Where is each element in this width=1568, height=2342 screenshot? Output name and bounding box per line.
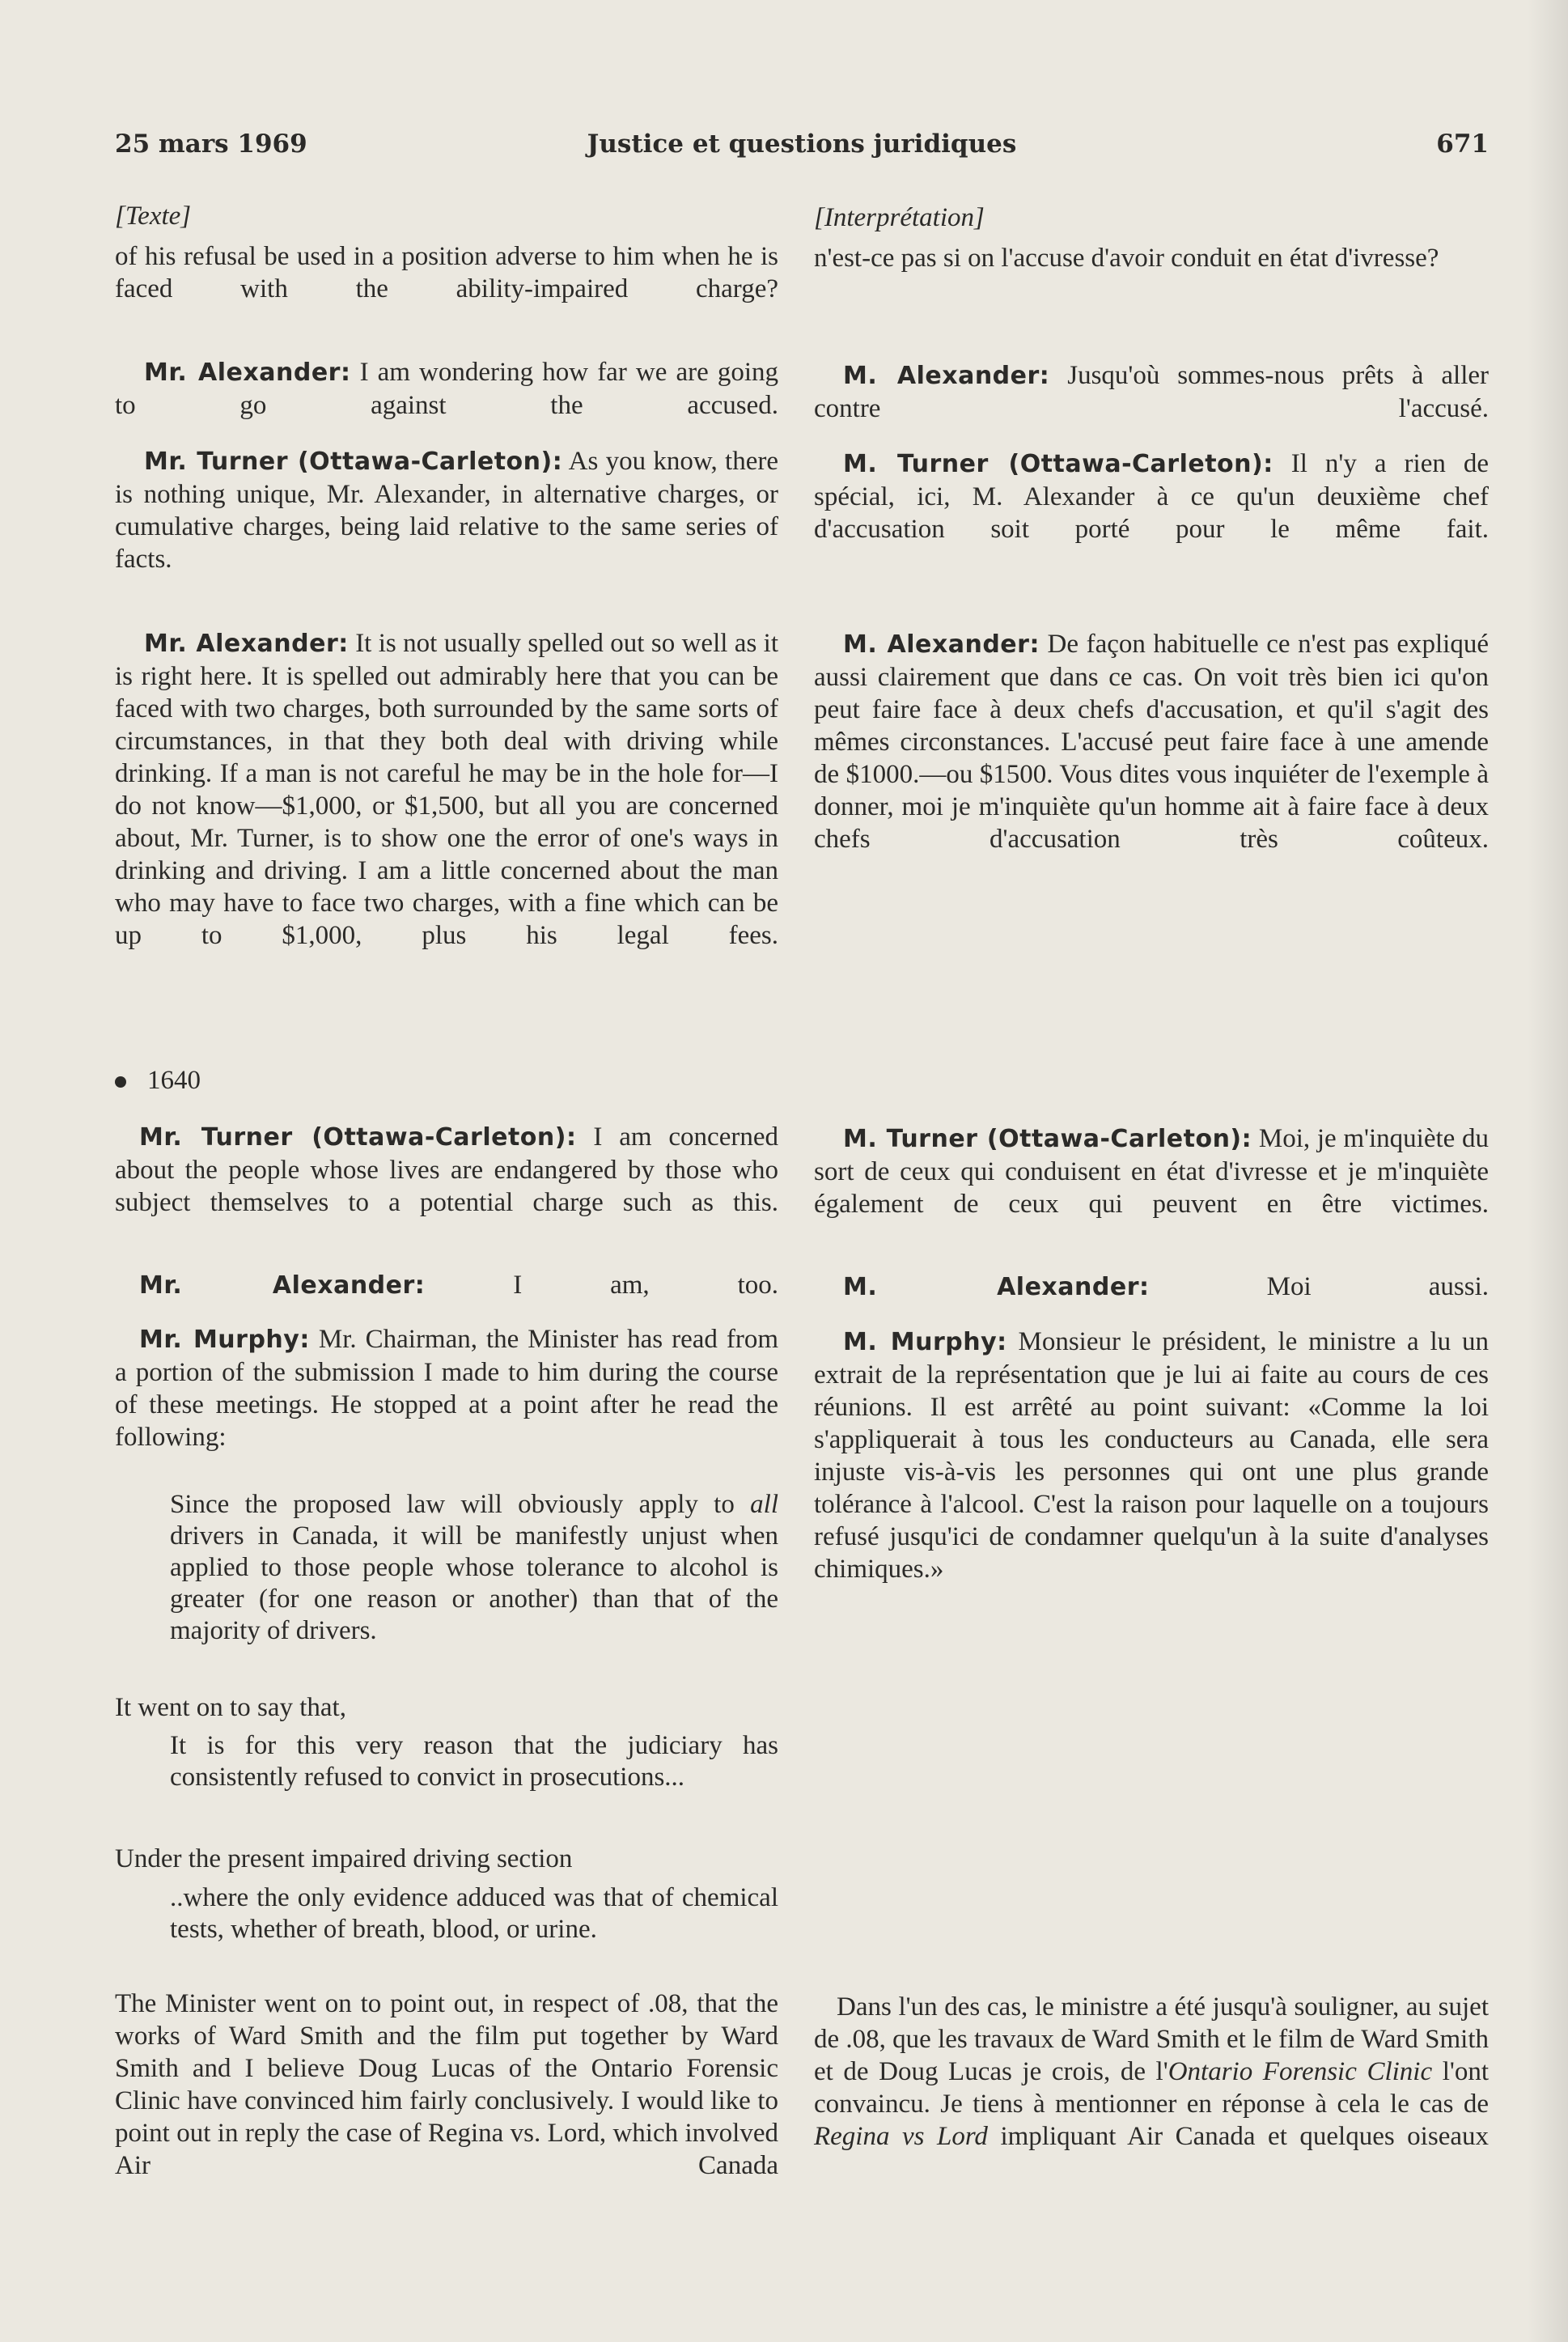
italic-name: Ontario Forensic Clinic — [1168, 2057, 1433, 2086]
speech-text: Jusqu'où sommes-nous prêts à aller contre l'accusé. — [814, 361, 1490, 423]
speech-text: De façon habituelle ce n'est pas expliqué aussi clairement que dans ce cas. On voit très bien ici qu'on peut faire face à deux chefs d'accusation, et qu'il s'agit des mêmes circonstances. L'accusé peut faire face à une amende de $1000.—ou $1500. Vous dites vous inquiéter de l'exemple à donner, moi je m'inquiète qu'un homme ait à faire face à deux chefs d'accusation très coûteux. — [814, 630, 1489, 854]
bullet-icon — [115, 1076, 126, 1088]
speech-text: Moi aussi. — [1266, 1272, 1489, 1301]
right-section-label: [Interprétation] — [814, 203, 985, 232]
header-date: 25 mars 1969 — [115, 129, 307, 159]
right-paragraph-6 — [814, 1271, 1489, 1304]
left-section-label: [Texte] — [115, 202, 192, 231]
speaker-name: M. Alexander: — [843, 362, 1050, 390]
page-header — [115, 129, 1489, 168]
speaker-name: Mr. Turner (Ottawa-Carleton): — [139, 1123, 577, 1152]
time-marker — [115, 1064, 201, 1097]
speaker-name: Mr. Alexander: — [144, 359, 351, 387]
page-edge-shadow — [1528, 0, 1568, 2342]
speaker-name: M. Alexander: — [843, 630, 1040, 659]
left-paragraph-10: The Minister went on to point out, in respect of .08, that the works of Ward Smith and the film put together by Ward Smith and I believe Doug Lucas of the Ontario Forensic Clinic have convinced him fairly conclusively. I would like to point out in reply the case of Regina vs. Lord, which involved Air Canada — [115, 1989, 778, 2180]
speech-text: Il n'y a rien de spécial, ici, M. Alexander à ce qu'un deuxième chef d'accusation soit porté pour le même fait. — [814, 449, 1489, 544]
quote-text: drivers in Canada, it will be manifestly unjust when applied to those people whose tolerance to alcohol is greater (for one reason or another) than that of the majority of drivers. — [170, 1521, 778, 1645]
quote-emphasis: all — [750, 1490, 778, 1519]
right-paragraph-3 — [814, 448, 1489, 545]
speech-text: Moi, je m'inquiète du sort de ceux qui conduisent en état d'ivresse et je m'inquiète également de ceux qui peuvent en être victimes. — [814, 1124, 1489, 1219]
speech-text: I am concerned about the people whose lives are endangered by those who subject themselves to a potential charge such as this. — [115, 1122, 778, 1217]
right-paragraph-8 — [814, 1991, 1489, 2153]
quote-text: Since the proposed law will obviously apply to — [170, 1490, 751, 1519]
header-title: Justice et questions juridiques — [587, 129, 1017, 159]
paragraph-text: Dans l'un des cas, le ministre a été jusqu'à souligner, au sujet de .08, que les travaux de Ward Smith et le film de Ward Smith et de Doug Lucas je crois, de l' — [814, 1992, 1489, 2086]
left-paragraph-8: It went on to say that, — [115, 1693, 346, 1722]
speech-text: It is not usually spelled out so well as it is right here. It is spelled out admirably here that you can be faced with two charges, both surrounded by the same sorts of circumstances, in that they both deal with driving while drinking. If a man is not careful he may be in the hole for—I do not know—$1,000, or $1,500, but all you are concerned about, Mr. Turner, is to show one the error of one's ways in drinking and driving. I am a little concerned about the man who may have to face two charges, with a fine which can be up to $1,000, plus his legal fees. — [115, 629, 779, 950]
right-paragraph-5 — [814, 1122, 1489, 1220]
speaker-name: M. Alexander: — [843, 1273, 1150, 1301]
left-paragraph-2 — [115, 356, 778, 422]
paragraph-text: impliquant Air Canada et quelques oiseaux — [987, 2122, 1489, 2151]
left-paragraph-9: Under the present impaired driving section — [115, 1844, 573, 1873]
left-p1-text: of his refusal be used in a position adverse to him when he is faced with the ability-impaired charge? — [115, 242, 778, 303]
speaker-name: M. Turner (Ottawa-Carleton): — [843, 450, 1273, 478]
left-paragraph-3 — [115, 445, 778, 575]
right-paragraph-2 — [814, 359, 1489, 425]
speech-text: Mr. Chairman, the Minister has read from a portion of the submission I made to him during the course of these meetings. He stopped at a point after he read the following: — [115, 1325, 779, 1452]
left-quote-2: It is for this very reason that the judiciary has consistently refused to convict in prosecutions... — [170, 1731, 778, 1792]
right-paragraph-7 — [814, 1326, 1489, 1585]
speaker-name: Mr. Alexander: — [139, 1271, 426, 1300]
left-quote-1 — [170, 1489, 778, 1647]
left-paragraph-4 — [115, 627, 778, 952]
right-paragraph-4 — [814, 628, 1489, 855]
right-paragraph-1: n'est-ce pas si on l'accuse d'avoir conduit en état d'ivresse? — [814, 244, 1439, 273]
speech-text: I am, too. — [513, 1271, 779, 1300]
page-number: 671 — [1436, 129, 1489, 159]
speech-text: I am wondering how far we are going to go against the accused. — [115, 358, 779, 420]
speech-text: As you know, there is nothing unique, Mr. Alexander, in alternative charges, or cumulative charges, being laid relative to the same series of facts. — [115, 447, 778, 574]
speaker-name: M. Murphy: — [843, 1328, 1007, 1356]
speaker-name: Mr. Turner (Ottawa-Carleton): — [144, 448, 563, 476]
left-paragraph-5 — [115, 1121, 778, 1219]
speaker-name: M. Turner (Ottawa-Carleton): — [843, 1125, 1252, 1153]
speaker-name: Mr. Alexander: — [144, 630, 349, 658]
time-stamp: 1640 — [147, 1066, 201, 1095]
paragraph-text: l'ont convaincu. Je tiens à mentionner en réponse à cela le cas de — [814, 2057, 1489, 2119]
left-paragraph-1 — [115, 240, 778, 305]
speaker-name: Mr. Murphy: — [139, 1326, 310, 1354]
left-quote-3: ..where the only evidence adduced was that of chemical tests, whether of breath, blood, or urine. — [170, 1883, 778, 1944]
left-paragraph-7 — [115, 1323, 778, 1453]
left-paragraph-6 — [115, 1269, 778, 1302]
italic-case-name: Regina vs Lord — [814, 2122, 988, 2151]
speech-text: Monsieur le président, le ministre a lu un extrait de la représentation que je lui ai faite au cours de ces réunions. Il est arrêté au point suivant: «Comme la loi s'appliquerait à tous les conducteurs au Canada, elle sera injuste vis-à-vis les personnes qui ont une plus grande tolérance à l'alcool. C'est la raison pour laquelle on a toujours refusé jusqu'ici de condamner quelqu'un à la suite d'analyses chimiques.» — [814, 1327, 1489, 1584]
